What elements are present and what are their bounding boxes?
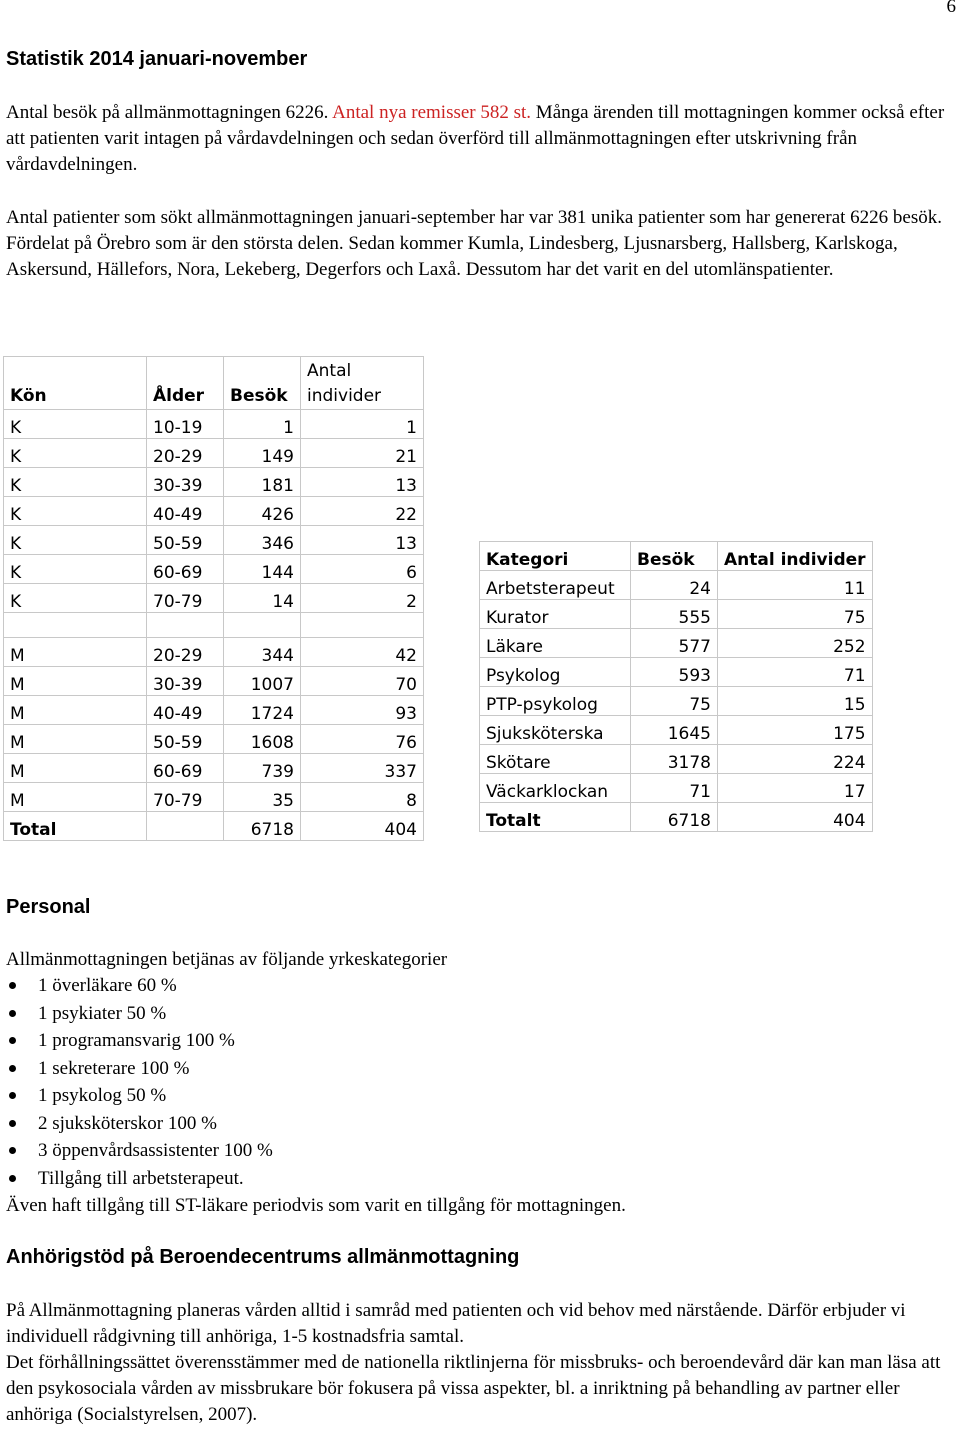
- table-row: [4, 468, 424, 497]
- cell-antal: 13: [301, 468, 424, 497]
- cell-besok: 1645: [631, 716, 718, 745]
- table-row: [4, 783, 424, 812]
- list-item-text: 1 överläkare 60 %: [38, 975, 177, 996]
- header-alder: Ålder: [147, 357, 224, 410]
- statistics-heading: Statistik 2014 januari-november: [6, 48, 308, 70]
- cell-alder: 60-69: [147, 754, 224, 783]
- cell-besok: 1724: [224, 696, 301, 725]
- table-row: [480, 658, 873, 687]
- cell-kon: M: [4, 754, 147, 783]
- table-row: [480, 745, 873, 774]
- total-label: Total: [4, 812, 147, 841]
- cell-kategori: Psykolog: [480, 658, 631, 687]
- cell-antal: 13: [301, 526, 424, 555]
- table-row: [480, 774, 873, 803]
- cell-antal: 8: [301, 783, 424, 812]
- personal-outro: Även haft tillgång till ST-läkare periodvis som varit en tillgång för mottagningen.: [6, 1195, 626, 1216]
- cell-kon: K: [4, 410, 147, 439]
- total-label: Totalt: [480, 803, 631, 832]
- cell-besok: 346: [224, 526, 301, 555]
- cell-alder: 20-29: [147, 439, 224, 468]
- cell-kon: M: [4, 667, 147, 696]
- cell-antal: 175: [718, 716, 873, 745]
- cell-kategori: Sjuksköterska: [480, 716, 631, 745]
- cell-kon: K: [4, 526, 147, 555]
- cell-kategori: Arbetsterapeut: [480, 571, 631, 600]
- list-item: [6, 1137, 273, 1165]
- cell-besok: 181: [224, 468, 301, 497]
- header-kon: Kön: [4, 357, 147, 410]
- cell-alder: 40-49: [147, 497, 224, 526]
- list-item: [6, 1027, 273, 1055]
- bullet-icon: [9, 1120, 16, 1127]
- list-item: [6, 1082, 273, 1110]
- list-item: [6, 1165, 273, 1193]
- cell-antal: 70: [301, 667, 424, 696]
- cell-besok: 14: [224, 584, 301, 613]
- cell-kategori: PTP-psykolog: [480, 687, 631, 716]
- list-item: [6, 1055, 273, 1083]
- cell-antal: 75: [718, 600, 873, 629]
- cell-besok: 1608: [224, 725, 301, 754]
- cell-besok: 35: [224, 783, 301, 812]
- total-antal: 404: [718, 803, 873, 832]
- cell-antal: 17: [718, 774, 873, 803]
- cell-kon: M: [4, 638, 147, 667]
- cell-antal: 21: [301, 439, 424, 468]
- table-row: [4, 638, 424, 667]
- bullet-icon: [9, 1037, 16, 1044]
- cell-kon: K: [4, 555, 147, 584]
- anhorig-paragraph-2: Det förhållningssättet överensstämmer med de nationella riktlinjerna för missbruks- och beroendevård där kan man läsa att den psykosociala vården av missbrukare bör fokusera på vissa aspekter, bl. a inriktning på behandling av partner eller anhöriga (Socialstyrelsen, 2007).: [6, 1352, 941, 1425]
- cell-antal: 2: [301, 584, 424, 613]
- list-item: [6, 1000, 273, 1028]
- table-row: [480, 687, 873, 716]
- list-item: [6, 1110, 273, 1138]
- bullet-icon: [9, 1147, 16, 1154]
- cell-besok: 344: [224, 638, 301, 667]
- cell-kategori: Skötare: [480, 745, 631, 774]
- cell-antal: 6: [301, 555, 424, 584]
- cell-besok: 149: [224, 439, 301, 468]
- cell-kon: [4, 613, 147, 638]
- cell-kon: M: [4, 783, 147, 812]
- cell-besok: 739: [224, 754, 301, 783]
- cell-alder: 70-79: [147, 584, 224, 613]
- cell-antal: 224: [718, 745, 873, 774]
- cell-antal: 93: [301, 696, 424, 725]
- cell-antal: 11: [718, 571, 873, 600]
- list-item-text: 2 sjuksköterskor 100 %: [38, 1112, 217, 1134]
- cell-antal: 42: [301, 638, 424, 667]
- cell-alder: 50-59: [147, 725, 224, 754]
- cell-besok: 1: [224, 410, 301, 439]
- cell-alder: 30-39: [147, 667, 224, 696]
- bullet-icon: [9, 1010, 16, 1017]
- table-row: [4, 667, 424, 696]
- table-header-row: [4, 357, 424, 410]
- personal-heading: Personal: [6, 896, 91, 918]
- cell-kon: M: [4, 696, 147, 725]
- total-besok: 6718: [224, 812, 301, 841]
- table-row: [4, 410, 424, 439]
- table-row: [4, 584, 424, 613]
- header-besok: Besök: [631, 542, 718, 571]
- cell-besok: 1007: [224, 667, 301, 696]
- referrals-text: Antal nya remisser 582 st.: [332, 102, 532, 123]
- bullet-icon: [9, 1175, 16, 1182]
- cell-besok: 593: [631, 658, 718, 687]
- header-antal-individer: Antal individer: [718, 542, 873, 571]
- list-item-text: 1 sekreterare 100 %: [38, 1057, 190, 1079]
- visits-text: Antal besök på allmänmottagningen 6226.: [6, 102, 333, 123]
- table-row: [4, 613, 424, 638]
- bullet-icon: [9, 982, 16, 989]
- table-row: [4, 497, 424, 526]
- table-row: [480, 571, 873, 600]
- cell-besok: 71: [631, 774, 718, 803]
- patients-paragraph: Antal patienter som sökt allmänmottagningen januari-september har var 381 unika patienter som har genererat 6226 besök. Fördelat på Örebro som är den största delen. Sedan kommer Kumla, Lindesberg, Ljusnarsberg, Hallsberg, Karlskoga, Askersund, Hällefors, Nora, Lekeberg, Degerfors och Laxå. Dessutom har det varit en del utomlänspatienter.: [6, 207, 942, 280]
- list-item-text: 3 öppenvårdsassistenter 100 %: [38, 1140, 273, 1161]
- header-kategori: Kategori: [480, 542, 631, 571]
- cell-kategori: Läkare: [480, 629, 631, 658]
- visits-rest-text: Många ärenden till mottagningen kommer också efter att patienten varit intagen på vårdavdelningen och sedan överförd till allmänmottagningen efter utskrivning från vårdavdelningen.: [6, 102, 945, 175]
- cell-kon: K: [4, 468, 147, 497]
- table-row: [480, 600, 873, 629]
- cell-antal: 337: [301, 754, 424, 783]
- cell-alder: 10-19: [147, 410, 224, 439]
- bullet-icon: [9, 1065, 16, 1072]
- table-row: [4, 555, 424, 584]
- table-row: [4, 754, 424, 783]
- total-empty: [147, 812, 224, 841]
- anhorig-paragraph-1: På Allmänmottagning planeras vården alltid i samråd med patienten och vid behov med närstående. Därför erbjuder vi individuell rådgivning till anhöriga, 1-5 kostnadsfria samtal.: [6, 1300, 906, 1347]
- cell-besok: 144: [224, 555, 301, 584]
- cell-besok: 75: [631, 687, 718, 716]
- list-item: [6, 972, 273, 1000]
- total-antal: 404: [301, 812, 424, 841]
- total-besok: 6718: [631, 803, 718, 832]
- list-item-text: Tillgång till arbetsterapeut.: [38, 1167, 244, 1189]
- category-table: [479, 541, 873, 832]
- table-header-row: [480, 542, 873, 571]
- cell-antal: 76: [301, 725, 424, 754]
- cell-kategori: Väckarklockan: [480, 774, 631, 803]
- anhorig-heading: Anhörigstöd på Beroendecentrums allmänmottagning: [6, 1246, 520, 1268]
- age-gender-table: [3, 356, 424, 841]
- cell-alder: [147, 613, 224, 638]
- cell-alder: 30-39: [147, 468, 224, 497]
- cell-antal: 252: [718, 629, 873, 658]
- personal-list: [6, 972, 273, 1192]
- cell-alder: 40-49: [147, 696, 224, 725]
- table-row: [4, 526, 424, 555]
- cell-alder: 60-69: [147, 555, 224, 584]
- visits-paragraph: [6, 100, 956, 178]
- cell-besok: 3178: [631, 745, 718, 774]
- table-row: [4, 439, 424, 468]
- table-row: [4, 696, 424, 725]
- cell-antal: 22: [301, 497, 424, 526]
- table-row: [480, 716, 873, 745]
- cell-antal: [301, 613, 424, 638]
- table-row: [480, 629, 873, 658]
- cell-besok: 24: [631, 571, 718, 600]
- cell-alder: 70-79: [147, 783, 224, 812]
- cell-antal: 15: [718, 687, 873, 716]
- cell-antal: 71: [718, 658, 873, 687]
- table-row: [4, 725, 424, 754]
- cell-besok: [224, 613, 301, 638]
- page-number: 6: [946, 0, 956, 17]
- bullet-icon: [9, 1092, 16, 1099]
- personal-intro: Allmänmottagningen betjänas av följande yrkeskategorier: [6, 949, 448, 970]
- cell-kon: K: [4, 584, 147, 613]
- cell-kon: K: [4, 497, 147, 526]
- list-item-text: 1 programansvarig 100 %: [38, 1030, 235, 1051]
- list-item-text: 1 psykiater 50 %: [38, 1002, 167, 1024]
- header-besok: Besök: [224, 357, 301, 410]
- total-row: [4, 812, 424, 841]
- cell-kon: K: [4, 439, 147, 468]
- total-row: [480, 803, 873, 832]
- cell-besok: 426: [224, 497, 301, 526]
- list-item-text: 1 psykolog 50 %: [38, 1085, 167, 1106]
- cell-besok: 577: [631, 629, 718, 658]
- cell-antal: 1: [301, 410, 424, 439]
- cell-kon: M: [4, 725, 147, 754]
- cell-besok: 555: [631, 600, 718, 629]
- header-antal-individer: Antal individer: [301, 357, 424, 410]
- cell-alder: 20-29: [147, 638, 224, 667]
- cell-kategori: Kurator: [480, 600, 631, 629]
- cell-alder: 50-59: [147, 526, 224, 555]
